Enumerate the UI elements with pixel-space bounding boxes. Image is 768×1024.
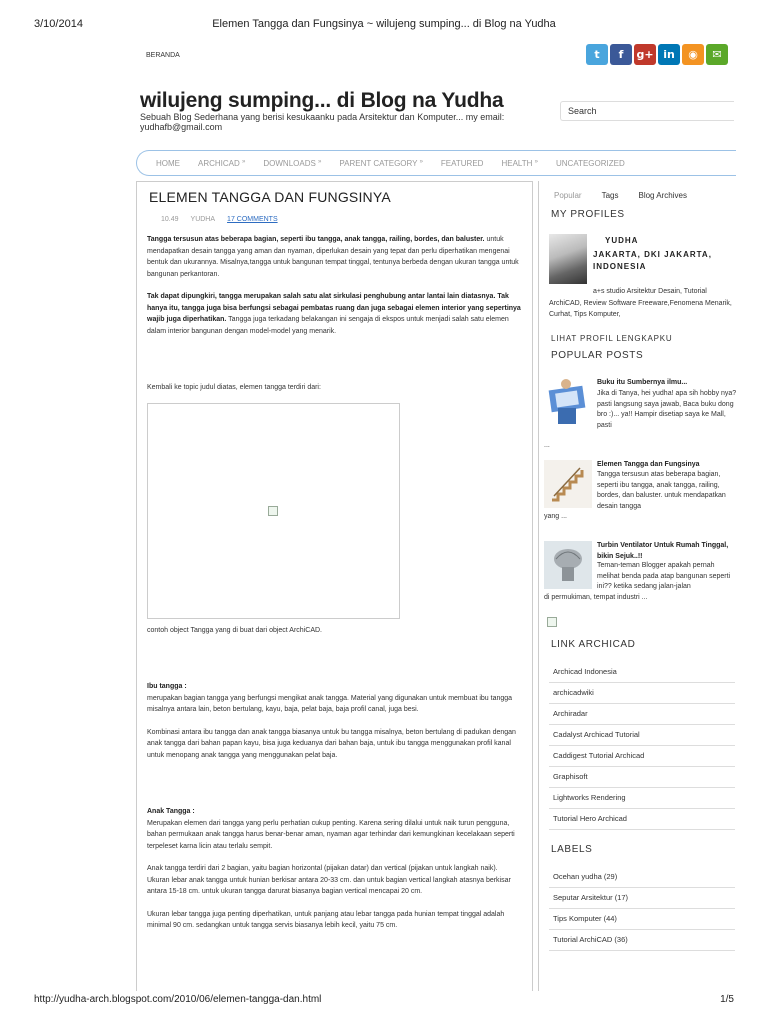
labels-heading: LABELS xyxy=(551,844,593,855)
sidebar-link[interactable]: Graphisoft xyxy=(549,767,735,788)
labels-list xyxy=(549,867,735,951)
nav-item-label: HOME xyxy=(156,158,180,168)
linkedin-icon[interactable]: in xyxy=(658,44,680,65)
main-nav xyxy=(136,150,736,176)
twitter-icon[interactable]: t xyxy=(586,44,608,65)
sidebar-tabs xyxy=(539,181,734,200)
popular-post-title[interactable]: Elemen Tangga dan Fungsinya xyxy=(597,461,700,468)
blog-description: Sebuah Blog Sederhana yang berisi kesukaanku pada Arsitektur dan Komputer... my email: yudhafb@gmail.com xyxy=(140,112,505,132)
print-url: http://yudha-arch.blogspot.com/2010/06/elemen-tangga-dan.html xyxy=(34,994,322,1005)
profile-about: a+s studio Arsitektur Desain, Tutorial ArchiCAD, Review Software Freeware,Fenomena Menarik, Curhat, Tips Komputer, xyxy=(549,288,732,318)
chevron-right-icon: » xyxy=(318,158,322,165)
tab-blog-archives[interactable]: Blog Archives xyxy=(638,191,687,200)
body-text: Tangga juga terkadang belakangan ini sengaja di ekspos untuk menjadi salah satu elemen dalam interior bangunan dengan model-model yang menarik. xyxy=(147,316,509,335)
sidebar-link[interactable]: Cadalyst Archicad Tutorial xyxy=(549,725,735,746)
profile-location: JAKARTA, DKI JAKARTA, INDONESIA xyxy=(593,250,712,271)
image-caption: contoh object Tangga yang di buat dari object ArchiCAD. xyxy=(147,626,322,634)
nav-item-parent-category[interactable] xyxy=(330,159,432,168)
post-meta xyxy=(161,216,522,223)
profile-widget xyxy=(549,234,734,344)
post-paragraph: Anak tangga terdiri dari 2 bagian, yaitu bagian horizontal (pijakan datar) dan vertical (pijakan untuk langkah naik). Ukuran lebar anak tangga untuk hunian berkisar antara 20-33 cm. dan untuk bagian vertical langkah atasnya berkisar antara 15-18 cm. untuk ukuran tangga darurat biasanya bagian vertical mencapai 20 cm. xyxy=(147,865,511,895)
label-link[interactable]: Tutorial ArchiCAD (36) xyxy=(549,930,735,951)
nav-item-featured[interactable] xyxy=(432,159,493,168)
blog-title[interactable]: wilujeng sumping... di Blog na Yudha xyxy=(140,89,504,112)
print-page-title: Elemen Tangga dan Fungsinya ~ wilujeng sumping... di Blog na Yudha xyxy=(212,18,556,30)
tab-tags[interactable]: Tags xyxy=(601,191,619,200)
post-paragraph: Kombinasi antara ibu tangga dan anak tangga biasanya untuk bu tangga misalnya, beton bertulang di padukan dengan anak tangga dari bahan papan kayu, bisa juga keduanya dari bahan baja, untuk ibu tangga menggunakan profil kanal untuk menopang anak tangga yang menggunakan pelat baja. xyxy=(147,728,516,759)
post-paragraph: Ukuran lebar tangga juga penting diperhatikan, untuk panjang atau lebar tangga pada hunian tempat tinggal adalah minimal 90 cm. sedangkan untuk tangga servis biasanya lebih kecil, yaitu 75 cm. xyxy=(147,910,505,929)
popular-post xyxy=(544,378,737,458)
email-icon[interactable]: ✉ xyxy=(706,44,728,65)
ventilator-thumbnail[interactable] xyxy=(544,541,592,589)
post-paragraph xyxy=(147,681,522,716)
popular-post-title[interactable]: Buku itu Sumbernya ilmu... xyxy=(597,379,688,386)
bold-text: Tak dapat dipungkiri, tangga merupakan salah satu alat sirkulasi penghubung antar lantai lain diatasnya. Tak hanya itu, tangga juga bisa berfungsi sebagai pembatas ruang dan juga sebagai elemen interior yang sepertinya wajib juga diperhatikan. xyxy=(147,293,521,323)
post-body xyxy=(147,234,522,932)
post-time[interactable]: 10.49 xyxy=(161,216,179,223)
nav-item-health[interactable] xyxy=(492,159,547,168)
rss-icon[interactable]: ◉ xyxy=(682,44,704,65)
chevron-right-icon: » xyxy=(534,158,538,165)
search-input[interactable]: Search xyxy=(560,101,734,121)
popular-post-excerpt: Tangga tersusun atas beberapa bagian, seperti ibu tangga, anak tangga, railing, bordes, dan baluster. untuk mendapatkan desain tangga xyxy=(597,471,726,510)
sidebar xyxy=(538,181,737,991)
nav-item-label: FEATURED xyxy=(440,158,484,168)
post xyxy=(136,181,533,991)
sidebar-link[interactable]: Archicad Indonesia xyxy=(549,662,735,683)
broken-image-icon xyxy=(268,506,278,516)
popular-post-more: di permukiman, tempat industri ... xyxy=(544,594,648,601)
googleplus-icon[interactable]: g+ xyxy=(634,44,656,65)
popular-post-excerpt: Jika di Tanya, hei yudha! apa sih hobby nya? pasti langsung saya jawab, Baca buku dong bro :)... ya!! Hampir disetiap saya ke Mall, pasti xyxy=(597,390,737,429)
stair-thumbnail[interactable] xyxy=(544,460,592,508)
profile-name[interactable]: YUDHA xyxy=(605,236,639,245)
nav-item-label: UNCATEGORIZED xyxy=(556,158,625,168)
popular-post-more: yang ... xyxy=(544,513,567,520)
post-comments-link[interactable]: 17 COMMENTS xyxy=(227,216,278,223)
nav-item-archicad[interactable] xyxy=(189,159,254,168)
chevron-right-icon: » xyxy=(242,158,246,165)
archicad-links xyxy=(549,662,735,830)
nav-item-uncategorized[interactable] xyxy=(547,159,634,168)
post-paragraph xyxy=(147,234,522,280)
reading-thumbnail[interactable] xyxy=(544,378,592,426)
post-author[interactable]: YUDHA xyxy=(190,216,216,223)
view-full-profile-link[interactable]: LIHAT PROFIL LENGKAPKU xyxy=(551,334,673,343)
sidebar-link[interactable]: archicadwiki xyxy=(549,683,735,704)
label-link[interactable]: Tips Komputer (44) xyxy=(549,909,735,930)
popular-post xyxy=(544,460,734,539)
facebook-icon[interactable]: f xyxy=(610,44,632,65)
tab-popular[interactable]: Popular xyxy=(554,191,582,200)
broken-image-icon xyxy=(547,617,557,627)
section-heading: Ibu tangga : xyxy=(147,683,187,690)
label-link[interactable]: Seputar Arsitektur (17) xyxy=(549,888,735,909)
nav-item-label: ARCHICAD xyxy=(198,158,240,168)
post-title[interactable]: ELEMEN TANGGA DAN FUNGSINYA xyxy=(149,189,391,205)
sidebar-link[interactable]: Tutorial Hero Archicad xyxy=(549,809,735,830)
avatar[interactable] xyxy=(549,234,587,284)
link-archicad-heading: LINK ARCHICAD xyxy=(551,639,636,650)
print-date: 3/10/2014 xyxy=(34,18,83,30)
sidebar-link[interactable]: Lightworks Rendering xyxy=(549,788,735,809)
body-text: untuk mendapatkan desain tangga yang aman dan nyaman, diperlukan desain yang tepat dan perlu diperhatikan mengenai bentuk dan ukurannya. Misalnya,tangga untuk bangunan tempat tinggal, tentunya berbeda dengan ukuran tangga untuk bangunan perkantoran. xyxy=(147,236,519,278)
nav-item-label: DOWNLOADS xyxy=(263,158,316,168)
bold-text: Tangga tersusun atas beberapa bagian, seperti ibu tangga, anak tangga, railing, bordes, dan baluster. xyxy=(147,236,485,243)
post-paragraph xyxy=(147,806,522,852)
popular-post-excerpt: Teman-teman Blogger apakah pernah melihat benda pada atap bangunan seperti ini?? ketika sedang jalan-jalan xyxy=(597,562,731,590)
sidebar-link[interactable]: Caddigest Tutorial Archicad xyxy=(549,746,735,767)
nav-item-label: PARENT CATEGORY xyxy=(339,158,418,168)
home-link[interactable]: BERANDA xyxy=(146,52,180,59)
post-paragraph xyxy=(147,291,522,337)
social-icons xyxy=(586,44,728,65)
label-link[interactable]: Ocehan yudha (29) xyxy=(549,867,735,888)
profiles-heading: MY PROFILES xyxy=(551,209,625,220)
body-text: Merupakan elemen dari tangga yang perlu perhatian cukup penting. Karena sering dilalui untuk naik turun pengguna, bahan permukaan anak tangga harus benar-benar aman, nyaman agar terhindar dari kemungkinan kecelakaan seperti terpeleset karna licin atau terlalu sempit. xyxy=(147,819,515,850)
section-heading: Anak Tangga : xyxy=(147,808,195,815)
nav-item-home[interactable] xyxy=(147,159,189,168)
post-paragraph: Kembali ke topic judul diatas, elemen tangga terdiri dari: xyxy=(147,384,321,391)
print-page-number: 1/5 xyxy=(720,994,734,1005)
chevron-right-icon: » xyxy=(419,158,423,165)
popular-posts-heading: POPULAR POSTS xyxy=(551,350,644,361)
popular-post-more: ... xyxy=(544,442,550,449)
body-text: merupakan bagian tangga yang berfungsi mengikat anak tangga. Material yang digunakan untuk membuat ibu tangga misalnya antara lain, beton bertulang, kayu, baja, pelat baja, baja profil canal, juga besi. xyxy=(147,694,513,713)
nav-item-downloads[interactable] xyxy=(254,159,330,168)
popular-post xyxy=(544,541,734,613)
stair-image xyxy=(147,403,400,619)
nav-item-label: HEALTH xyxy=(501,158,533,168)
popular-post-title[interactable]: Turbin Ventilator Untuk Rumah Tinggal, bikin Sejuk..!! xyxy=(597,542,729,560)
sidebar-link[interactable]: Archiradar xyxy=(549,704,735,725)
